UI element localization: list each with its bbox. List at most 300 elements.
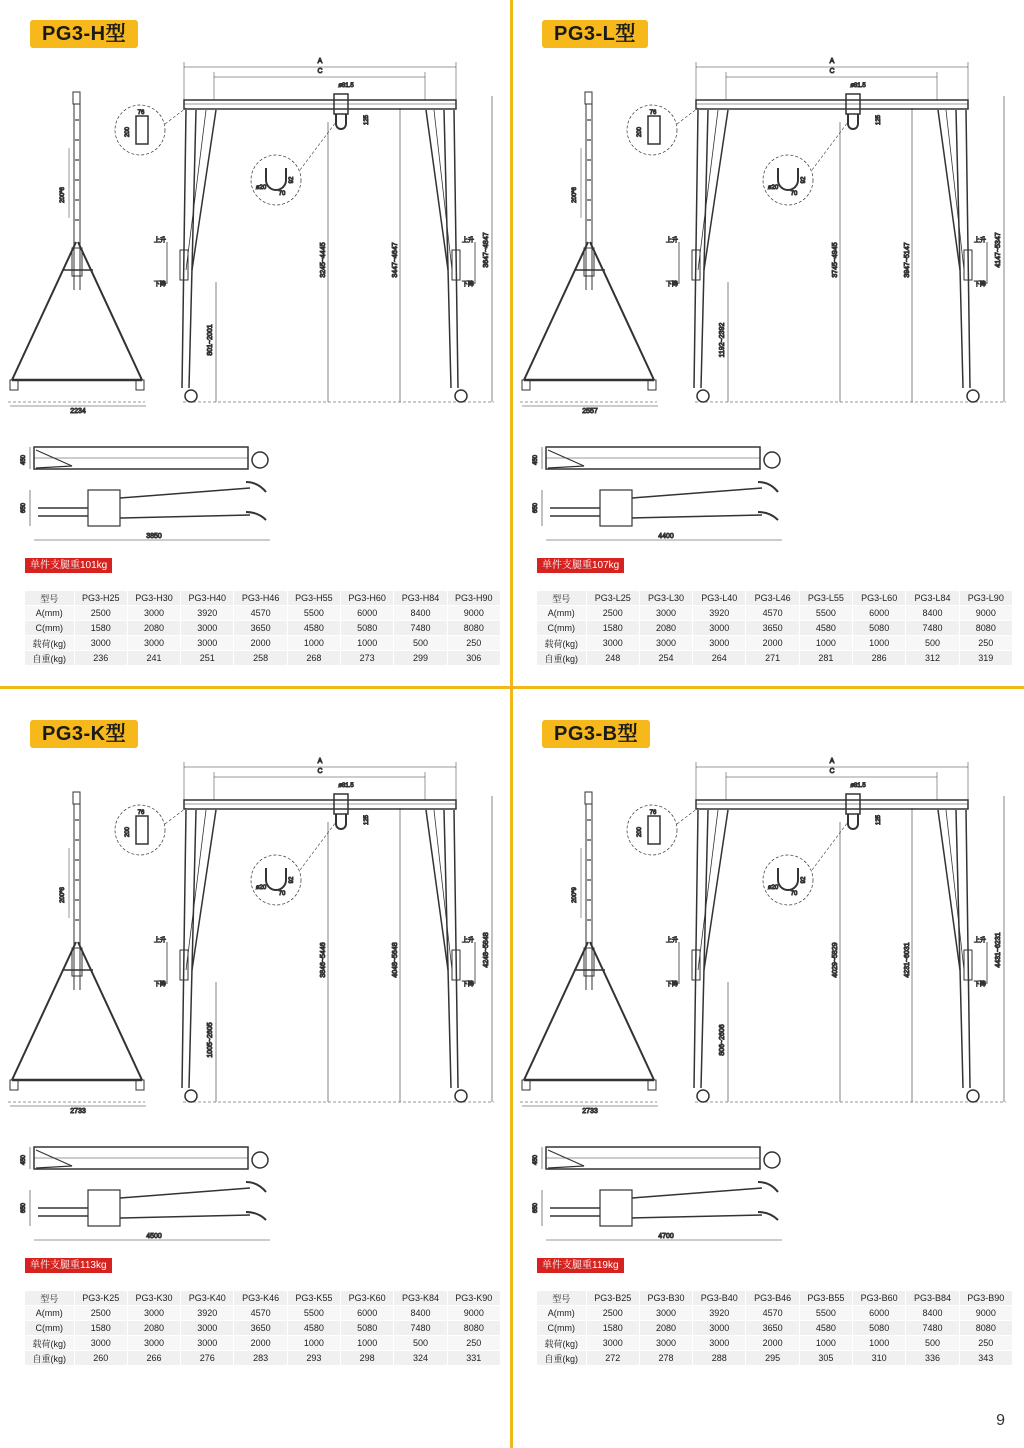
dim-h1: 801~2001	[207, 324, 214, 356]
dim-h4: 4431~6231	[995, 932, 1002, 968]
table-cell: 250	[959, 1336, 1012, 1351]
row-label: C(mm)	[537, 1321, 586, 1336]
table-cell: 312	[906, 651, 959, 666]
dim-sec2: 76	[137, 110, 145, 116]
table-cell: 7480	[394, 1321, 447, 1336]
table-cell: PG3-H30	[127, 591, 180, 606]
table-cell: 3000	[586, 636, 639, 651]
table-cell: PG3-L90	[959, 591, 1012, 606]
dim-h4: 4147~5347	[995, 232, 1002, 268]
table-cell: 3000	[639, 606, 692, 621]
row-label: 载荷(kg)	[25, 1336, 74, 1351]
dim-sec1: 200	[637, 126, 643, 138]
dim-down: 下降	[973, 282, 987, 288]
table-cell: 500	[906, 1336, 959, 1351]
table-cell: 295	[746, 1351, 799, 1366]
dim-a: A	[829, 58, 835, 65]
side-view	[520, 92, 658, 406]
table-cell: 6000	[341, 1306, 394, 1321]
dim-fold_a: 450	[21, 1154, 27, 1166]
dim-cap: 125	[876, 114, 882, 126]
model-title: PG3-B型	[542, 720, 650, 748]
table-cell: PG3-B25	[586, 1291, 639, 1306]
table-cell: 8080	[447, 621, 500, 636]
dim-hole: ø81.5	[850, 83, 866, 89]
table-cell: PG3-K25	[74, 1291, 127, 1306]
leg-weight-note: 单件支腿重119kg	[537, 1258, 624, 1273]
table-cell: 271	[746, 651, 799, 666]
table-row-c-mm	[537, 1321, 1012, 1336]
table-row-model	[25, 591, 500, 606]
table-cell: 3000	[586, 1336, 639, 1351]
table-cell: 2080	[127, 621, 180, 636]
table-cell: 6000	[853, 606, 906, 621]
dim-up: 上升	[973, 938, 987, 944]
dim-clamp2: 70	[278, 891, 286, 897]
table-cell: 324	[394, 1351, 447, 1366]
table-cell: 2000	[746, 1336, 799, 1351]
dim-h2: 3846~5446	[320, 942, 327, 978]
row-label: 自重(kg)	[25, 651, 74, 666]
table-row-model	[25, 1291, 500, 1306]
table-cell: PG3-H90	[447, 591, 500, 606]
dim-up: 上升	[665, 938, 679, 944]
dim-clamp1: ø20	[255, 185, 267, 191]
table-cell: 5500	[287, 606, 340, 621]
table-row-self-weight	[537, 1351, 1012, 1366]
dim-sec1: 200	[637, 826, 643, 838]
table-cell: 260	[74, 1351, 127, 1366]
dim-sec2: 76	[649, 110, 657, 116]
row-label: A(mm)	[537, 1306, 586, 1321]
table-cell: 8080	[959, 1321, 1012, 1336]
table-cell: 3000	[74, 636, 127, 651]
row-label: 型号	[537, 591, 586, 606]
table-cell: 3000	[181, 621, 234, 636]
table-row-self-weight	[25, 1351, 500, 1366]
dim-clamp3: 92	[801, 876, 807, 884]
dim-up: 上升	[973, 238, 987, 244]
dim-hole: ø81.5	[850, 783, 866, 789]
horizontal-divider	[0, 686, 1024, 689]
table-cell: PG3-B40	[693, 1291, 746, 1306]
table-cell: PG3-K84	[394, 1291, 447, 1306]
model-title: PG3-L型	[542, 20, 648, 48]
page-number: 9	[996, 1412, 1005, 1429]
table-cell: 319	[959, 651, 1012, 666]
dim-fold_b: 650	[21, 1202, 27, 1214]
table-cell: 1000	[799, 1336, 852, 1351]
table-cell: PG3-K55	[287, 1291, 340, 1306]
table-cell: 1000	[341, 1336, 394, 1351]
table-cell: 4570	[746, 606, 799, 621]
gantry-drawing	[0, 750, 500, 1250]
table-cell: 500	[394, 636, 447, 651]
table-cell: 1000	[799, 636, 852, 651]
front-view	[679, 62, 1006, 402]
table-cell: 3000	[74, 1336, 127, 1351]
row-label: 载荷(kg)	[25, 636, 74, 651]
table-cell: 8400	[394, 1306, 447, 1321]
row-label: 型号	[25, 1291, 74, 1306]
table-row-self-weight	[537, 651, 1012, 666]
table-cell: 250	[447, 1336, 500, 1351]
table-cell: 3000	[639, 1306, 692, 1321]
table-cell: 3000	[127, 636, 180, 651]
table-cell: 3000	[693, 636, 746, 651]
side-view	[8, 792, 146, 1106]
table-cell: 2000	[234, 1336, 287, 1351]
table-cell: 3000	[693, 621, 746, 636]
table-cell: 3920	[181, 606, 234, 621]
leg-weight-note: 单件支腿重101kg	[25, 558, 112, 573]
table-cell: 3920	[693, 1306, 746, 1321]
table-cell: 3000	[693, 1321, 746, 1336]
table-cell: 1000	[853, 636, 906, 651]
table-cell: 266	[127, 1351, 180, 1366]
dim-up: 上升	[153, 238, 167, 244]
table-cell: 6000	[853, 1306, 906, 1321]
dim-base: 2733	[582, 1108, 598, 1115]
table-row-load	[25, 636, 500, 651]
dim-a: A	[829, 758, 835, 765]
table-cell: 251	[181, 651, 234, 666]
dim-clamp2: 70	[790, 191, 798, 197]
dim-fold_w: 4700	[658, 1233, 674, 1240]
table-cell: 3000	[181, 636, 234, 651]
table-cell: 1580	[74, 1321, 127, 1336]
dim-fold_w: 4500	[146, 1233, 162, 1240]
model-section	[512, 0, 1012, 680]
dim-down: 下降	[973, 982, 987, 988]
table-cell: PG3-L46	[746, 591, 799, 606]
table-cell: 6000	[341, 606, 394, 621]
table-cell: 7480	[906, 621, 959, 636]
table-cell: 1580	[74, 621, 127, 636]
dim-sec2: 76	[649, 810, 657, 816]
dim-down: 下降	[461, 282, 475, 288]
table-cell: 248	[586, 651, 639, 666]
table-cell: PG3-L25	[586, 591, 639, 606]
table-cell: 4570	[746, 1306, 799, 1321]
model-section	[512, 700, 1012, 1380]
spec-table	[537, 1291, 1012, 1366]
dim-down: 下降	[665, 282, 679, 288]
dim-h2: 3245~4445	[320, 242, 327, 278]
table-cell: 3920	[181, 1306, 234, 1321]
table-cell: 500	[906, 636, 959, 651]
table-cell: PG3-H55	[287, 591, 340, 606]
dim-h2: 4029~5829	[832, 942, 839, 978]
dim-fold_w: 3850	[146, 533, 162, 540]
dim-fold_b: 650	[21, 502, 27, 514]
row-label: 自重(kg)	[537, 1351, 586, 1366]
dim-fold_b: 650	[533, 502, 539, 514]
dim-sec2: 76	[137, 810, 145, 816]
dim-up: 上升	[153, 938, 167, 944]
dim-pitch: 200*6	[572, 187, 578, 203]
table-cell: 7480	[906, 1321, 959, 1336]
dim-clamp1: ø20	[767, 185, 779, 191]
table-cell: 1000	[287, 1336, 340, 1351]
table-cell: 306	[447, 651, 500, 666]
dim-clamp2: 70	[790, 891, 798, 897]
model-title: PG3-K型	[30, 720, 138, 748]
front-view	[167, 62, 494, 402]
table-cell: 3000	[639, 1336, 692, 1351]
dim-base: 2733	[70, 1108, 86, 1115]
table-cell: PG3-L60	[853, 591, 906, 606]
table-cell: 276	[181, 1351, 234, 1366]
table-cell: 283	[234, 1351, 287, 1366]
dim-h1: 1192~2392	[719, 322, 726, 358]
table-cell: 9000	[447, 1306, 500, 1321]
spec-table	[537, 591, 1012, 666]
table-cell: 1000	[853, 1336, 906, 1351]
dim-pitch: 200*9	[572, 887, 578, 903]
table-cell: PG3-K30	[127, 1291, 180, 1306]
table-row-load	[537, 1336, 1012, 1351]
dim-fold_a: 450	[21, 454, 27, 466]
dim-h3: 3447~4647	[392, 242, 399, 278]
table-cell: 1580	[586, 621, 639, 636]
model-section	[0, 0, 500, 680]
leg-weight-note: 单件支腿重107kg	[537, 558, 624, 573]
table-cell: 278	[639, 1351, 692, 1366]
dim-c: C	[317, 68, 323, 75]
table-cell: 241	[127, 651, 180, 666]
dim-h3: 4231~6031	[904, 942, 911, 978]
table-cell: PG3-B30	[639, 1291, 692, 1306]
table-cell: 3650	[234, 621, 287, 636]
table-cell: 310	[853, 1351, 906, 1366]
row-label: A(mm)	[25, 606, 74, 621]
dim-sec1: 200	[125, 126, 131, 138]
row-label: 型号	[25, 591, 74, 606]
table-cell: 293	[287, 1351, 340, 1366]
table-cell: PG3-B90	[959, 1291, 1012, 1306]
table-cell: 3000	[127, 1306, 180, 1321]
table-cell: PG3-H40	[181, 591, 234, 606]
dim-down: 下降	[461, 982, 475, 988]
folded-views	[542, 447, 782, 540]
technical-drawing	[512, 750, 1012, 1250]
table-cell: 8400	[906, 606, 959, 621]
table-cell: PG3-H25	[74, 591, 127, 606]
dim-hole: ø81.5	[338, 83, 354, 89]
table-cell: PG3-K46	[234, 1291, 287, 1306]
row-label: C(mm)	[25, 1321, 74, 1336]
dim-c: C	[829, 768, 835, 775]
row-label: 载荷(kg)	[537, 1336, 586, 1351]
table-cell: PG3-L55	[799, 591, 852, 606]
gantry-drawing	[0, 50, 500, 550]
dim-clamp3: 92	[289, 876, 295, 884]
table-cell: 5500	[287, 1306, 340, 1321]
table-row-model	[537, 591, 1012, 606]
table-cell: 8080	[447, 1321, 500, 1336]
dim-a: A	[317, 58, 323, 65]
table-cell: 9000	[447, 606, 500, 621]
dim-clamp3: 92	[801, 176, 807, 184]
table-cell: PG3-H60	[341, 591, 394, 606]
dim-h3: 3947~5147	[904, 242, 911, 278]
table-cell: 7480	[394, 621, 447, 636]
table-row-c-mm	[25, 1321, 500, 1336]
folded-views	[30, 447, 270, 540]
table-cell: PG3-K60	[341, 1291, 394, 1306]
gantry-drawing	[512, 750, 1012, 1250]
table-cell: 2500	[586, 1306, 639, 1321]
table-cell: 5500	[799, 606, 852, 621]
dim-down: 下降	[665, 982, 679, 988]
row-label: 自重(kg)	[537, 651, 586, 666]
table-cell: 3000	[181, 1336, 234, 1351]
dim-c: C	[829, 68, 835, 75]
table-cell: 286	[853, 651, 906, 666]
row-label: 载荷(kg)	[537, 636, 586, 651]
table-row-model	[537, 1291, 1012, 1306]
table-cell: 299	[394, 651, 447, 666]
model-section	[0, 700, 500, 1380]
table-cell: 288	[693, 1351, 746, 1366]
dim-pitch: 200*8	[60, 887, 66, 903]
table-cell: 3920	[693, 606, 746, 621]
row-label: C(mm)	[25, 621, 74, 636]
table-cell: 2080	[127, 1321, 180, 1336]
side-view	[8, 92, 146, 406]
row-label: A(mm)	[537, 606, 586, 621]
table-row-c-mm	[25, 621, 500, 636]
side-view	[520, 792, 658, 1106]
table-row-a-mm	[25, 1306, 500, 1321]
table-cell: 2000	[234, 636, 287, 651]
front-view	[679, 762, 1006, 1102]
table-cell: 3000	[693, 1336, 746, 1351]
dim-up: 上升	[665, 238, 679, 244]
table-cell: 3650	[746, 621, 799, 636]
table-row-load	[25, 1336, 500, 1351]
dim-cap: 125	[364, 814, 370, 826]
table-cell: 2080	[639, 621, 692, 636]
row-label: C(mm)	[537, 621, 586, 636]
table-cell: 3000	[181, 1321, 234, 1336]
table-cell: PG3-B84	[906, 1291, 959, 1306]
table-cell: PG3-L40	[693, 591, 746, 606]
table-cell: 343	[959, 1351, 1012, 1366]
dim-h2: 3745~4945	[832, 242, 839, 278]
table-cell: 250	[447, 636, 500, 651]
table-cell: 305	[799, 1351, 852, 1366]
table-cell: PG3-B60	[853, 1291, 906, 1306]
dim-h4: 4248~5848	[483, 932, 490, 968]
dim-h3: 4048~5648	[392, 942, 399, 978]
table-cell: 1000	[341, 636, 394, 651]
table-cell: 2500	[586, 606, 639, 621]
dim-down: 下降	[153, 282, 167, 288]
table-cell: 272	[586, 1351, 639, 1366]
table-cell: 5080	[341, 621, 394, 636]
dim-fold_w: 4400	[658, 533, 674, 540]
table-cell: 3650	[746, 1321, 799, 1336]
table-cell: 8400	[394, 606, 447, 621]
table-cell: 281	[799, 651, 852, 666]
table-row-load	[537, 636, 1012, 651]
table-cell: 5500	[799, 1306, 852, 1321]
table-row-a-mm	[537, 606, 1012, 621]
table-cell: 4580	[287, 1321, 340, 1336]
dim-c: C	[317, 768, 323, 775]
table-cell: 3000	[127, 606, 180, 621]
table-cell: 2000	[746, 636, 799, 651]
table-cell: PG3-H84	[394, 591, 447, 606]
dim-clamp1: ø20	[255, 885, 267, 891]
table-row-a-mm	[25, 606, 500, 621]
table-row-a-mm	[537, 1306, 1012, 1321]
dim-clamp2: 70	[278, 191, 286, 197]
dim-down: 下降	[153, 982, 167, 988]
table-cell: 298	[341, 1351, 394, 1366]
dim-clamp1: ø20	[767, 885, 779, 891]
technical-drawing	[512, 50, 1012, 550]
table-cell: 2500	[74, 1306, 127, 1321]
folded-views	[30, 1147, 270, 1240]
table-cell: 4570	[234, 1306, 287, 1321]
dim-cap: 125	[876, 814, 882, 826]
table-row-self-weight	[25, 651, 500, 666]
leg-weight-note: 单件支腿重113kg	[25, 1258, 112, 1273]
table-cell: 331	[447, 1351, 500, 1366]
table-cell: 8400	[906, 1306, 959, 1321]
technical-drawing	[0, 750, 500, 1250]
dim-fold_a: 450	[533, 454, 539, 466]
row-label: 自重(kg)	[25, 1351, 74, 1366]
row-label: A(mm)	[25, 1306, 74, 1321]
table-cell: 336	[906, 1351, 959, 1366]
table-cell: 1000	[287, 636, 340, 651]
dim-cap: 125	[364, 114, 370, 126]
dim-up: 上升	[461, 938, 475, 944]
table-cell: PG3-K40	[181, 1291, 234, 1306]
table-cell: 264	[693, 651, 746, 666]
table-cell: 4580	[799, 1321, 852, 1336]
table-cell: 8080	[959, 621, 1012, 636]
table-cell: 3000	[639, 636, 692, 651]
table-cell: 5080	[853, 621, 906, 636]
table-cell: 1580	[586, 1321, 639, 1336]
table-cell: 3000	[127, 1336, 180, 1351]
dim-pitch: 200*6	[60, 187, 66, 203]
dim-fold_a: 450	[533, 1154, 539, 1166]
dim-sec1: 200	[125, 826, 131, 838]
technical-drawing	[0, 50, 500, 550]
table-cell: 2080	[639, 1321, 692, 1336]
table-row-c-mm	[537, 621, 1012, 636]
dim-fold_b: 650	[533, 1202, 539, 1214]
table-cell: 4580	[799, 621, 852, 636]
dim-clamp3: 92	[289, 176, 295, 184]
table-cell: PG3-K90	[447, 1291, 500, 1306]
spec-table	[25, 591, 500, 666]
table-cell: 2500	[74, 606, 127, 621]
dim-base: 2234	[70, 408, 86, 415]
table-cell: PG3-B46	[746, 1291, 799, 1306]
model-title: PG3-H型	[30, 20, 138, 48]
table-cell: PG3-H46	[234, 591, 287, 606]
dim-h4: 3647~4847	[483, 232, 490, 268]
gantry-drawing	[512, 50, 1012, 550]
table-cell: 4580	[287, 621, 340, 636]
